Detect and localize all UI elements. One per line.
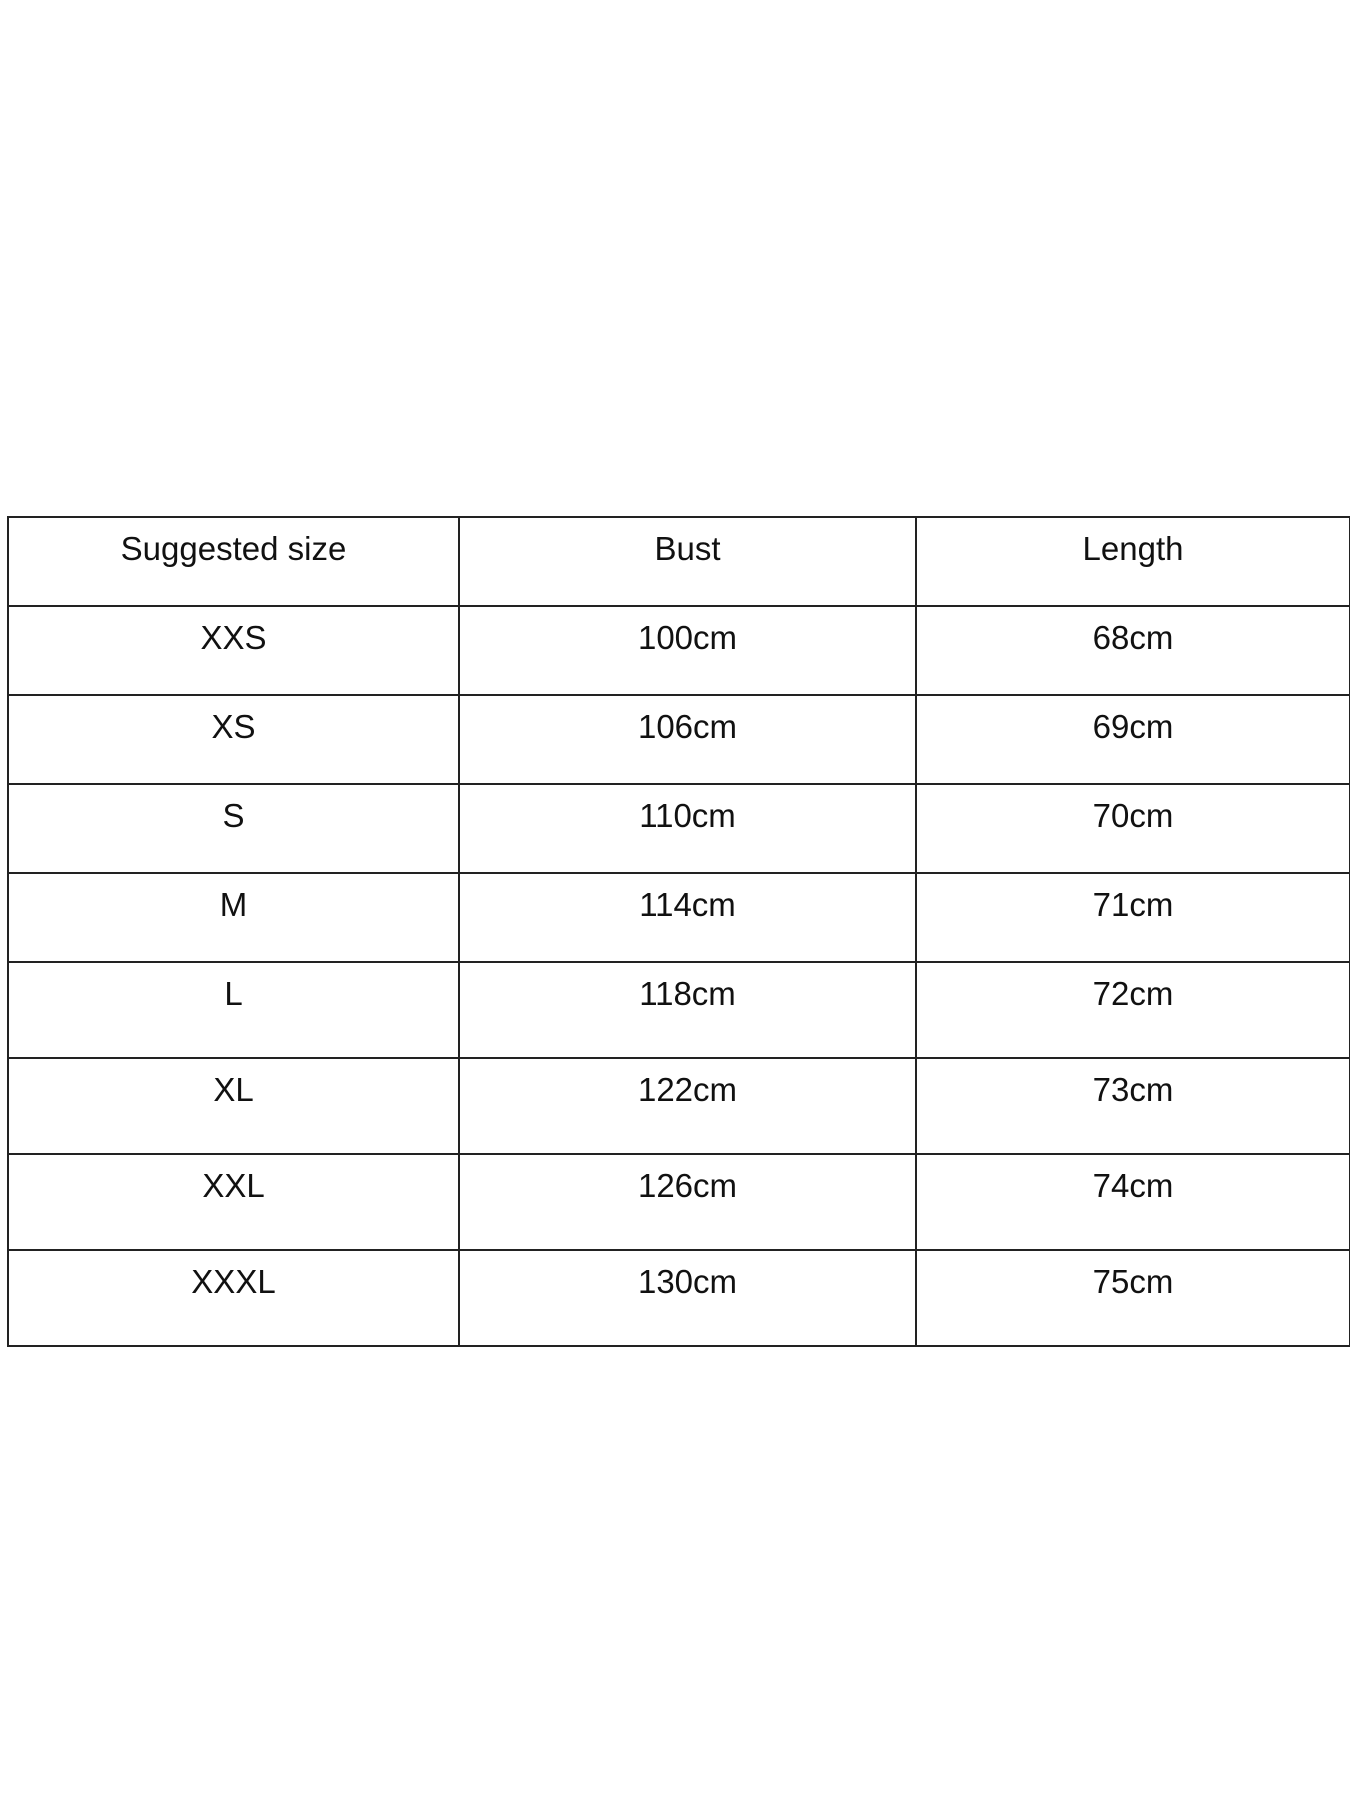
length-cell: 71cm (916, 873, 1350, 962)
table-row (8, 962, 1350, 1058)
bust-cell: 100cm (459, 606, 916, 695)
length-cell: 73cm (916, 1058, 1350, 1154)
bust-cell: 106cm (459, 695, 916, 784)
bust-cell: 114cm (459, 873, 916, 962)
table-row (8, 1250, 1350, 1346)
header-length: Length (916, 517, 1350, 606)
size-cell: XXS (8, 606, 459, 695)
size-cell: XL (8, 1058, 459, 1154)
bust-cell: 122cm (459, 1058, 916, 1154)
size-cell: S (8, 784, 459, 873)
size-cell: XXXL (8, 1250, 459, 1346)
table-row (8, 1058, 1350, 1154)
bust-cell: 130cm (459, 1250, 916, 1346)
length-cell: 68cm (916, 606, 1350, 695)
size-cell: XXL (8, 1154, 459, 1250)
table-header-row (8, 517, 1350, 606)
bust-cell: 126cm (459, 1154, 916, 1250)
table-row (8, 1154, 1350, 1250)
header-suggested-size: Suggested size (8, 517, 459, 606)
length-cell: 72cm (916, 962, 1350, 1058)
length-cell: 74cm (916, 1154, 1350, 1250)
header-bust: Bust (459, 517, 916, 606)
length-cell: 75cm (916, 1250, 1350, 1346)
bust-cell: 110cm (459, 784, 916, 873)
length-cell: 70cm (916, 784, 1350, 873)
size-chart-table (7, 516, 1350, 1347)
table-row (8, 606, 1350, 695)
table-row (8, 695, 1350, 784)
table-row (8, 873, 1350, 962)
size-cell: L (8, 962, 459, 1058)
size-cell: XS (8, 695, 459, 784)
size-cell: M (8, 873, 459, 962)
table-row (8, 784, 1350, 873)
length-cell: 69cm (916, 695, 1350, 784)
bust-cell: 118cm (459, 962, 916, 1058)
